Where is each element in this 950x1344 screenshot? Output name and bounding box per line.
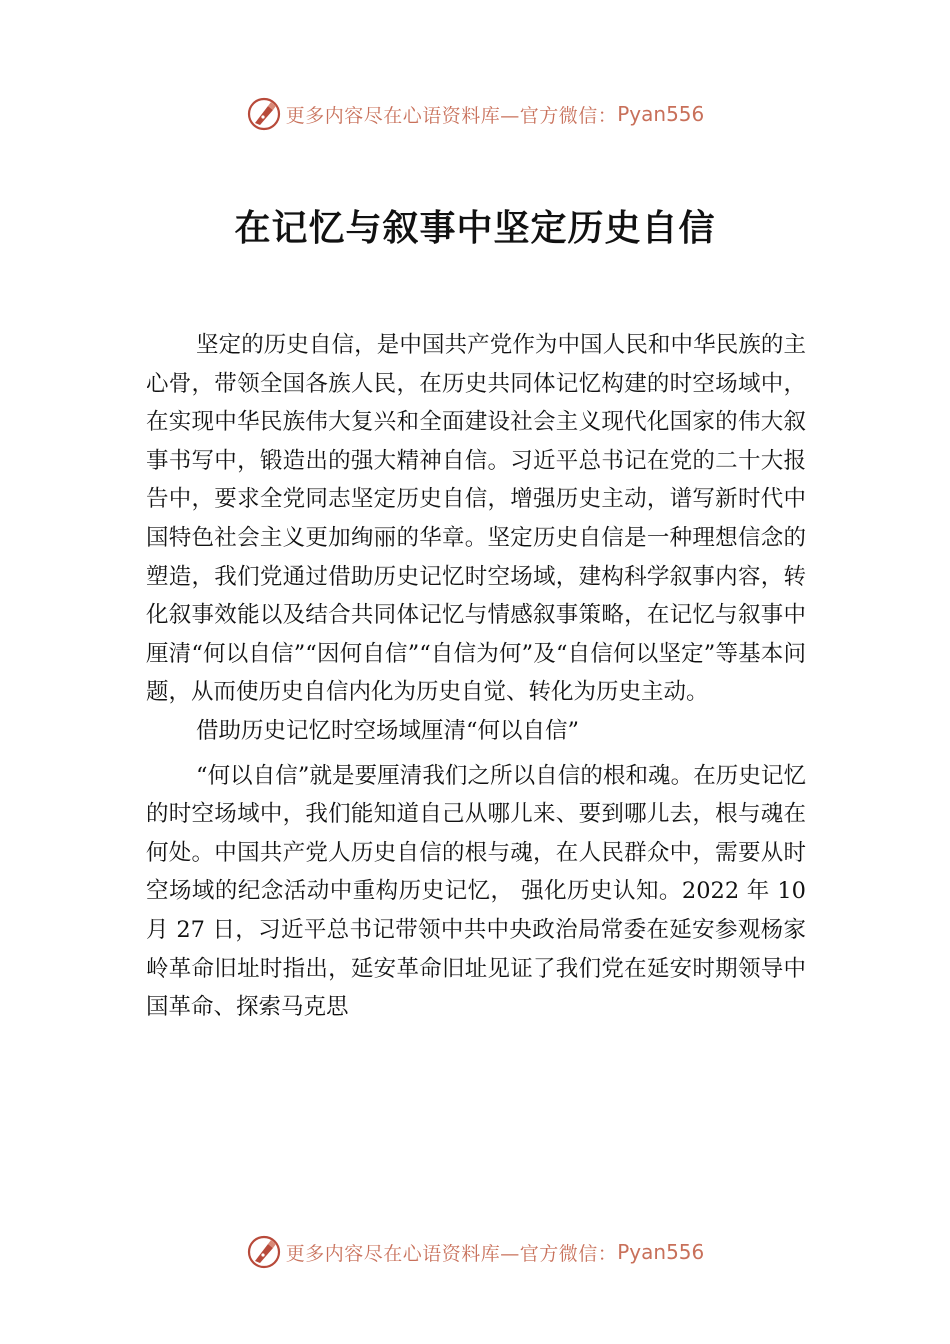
banner-text: 更多内容尽在心语资料库—官方微信： [285, 1242, 618, 1265]
banner-text: 更多内容尽在心语资料库—官方微信： [285, 104, 618, 127]
banner-contact: Pyan556 [617, 102, 705, 126]
paragraph-section-1: “何以自信”就是要厘清我们之所以自信的根和魂。在历史记忆的时空场域中，我们能知道自己从哪儿来、要到哪儿去，根与魂在何处。中国共产党人历史自信的根与魂，在人民群众中，需要从时空场域的纪念活动中重构历史记忆， 强化历史认知。2022 年 10 月 27 日，习近平总书记带领中共中央政治局常委在延安参观杨家岭革命旧址时指出，延安革命旧址见证了我们党在延安时期领导中国革命、探索马克思 [146, 762, 806, 1021]
pen-nib-circle-icon [246, 96, 282, 132]
banner-contact: Pyan556 [617, 1240, 705, 1264]
footer-banner [0, 1232, 950, 1272]
document-body [146, 326, 806, 1027]
section-heading: 借助历史记忆时空场域厘清“何以自信” [196, 717, 580, 744]
header-banner [0, 94, 950, 134]
paragraph-intro: 坚定的历史自信，是中国共产党作为中国人民和中华民族的主心骨，带领全国各族人民，在历史共同体记忆构建的时空场域中，在实现中华民族伟大复兴和全面建设社会主义现代化国家的伟大叙事书写中，锻造出的强大精神自信。习近平总书记在党的二十大报告中，要求全党同志坚定历史自信，增强历史主动，谱写新时代中国特色社会主义更加绚丽的华章。坚定历史自信是一种理想信念的塑造，我们党通过借助历史记忆时空场域，建构科学叙事内容，转化叙事效能以及结合共同体记忆与情感叙事策略，在记忆与叙事中厘清“何以自信”“因何自信”“自信为何”及“自信何以坚定”等基本问题，从而使历史自信内化为历史自觉、转化为历史主动。 [146, 332, 806, 706]
document-title: 在记忆与叙事中坚定历史自信 [234, 208, 716, 249]
pen-nib-circle-icon [246, 1234, 282, 1270]
